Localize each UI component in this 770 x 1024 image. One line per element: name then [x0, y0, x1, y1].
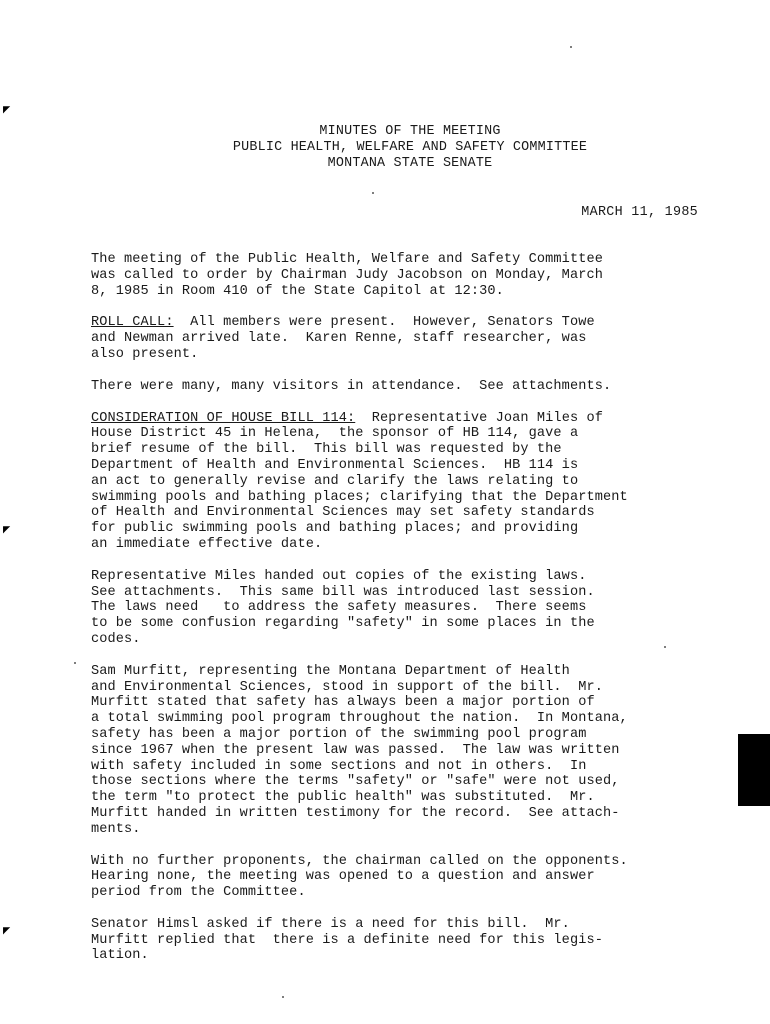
opening-paragraph: The meeting of the Public Health, Welfare and Safety Committee was called to order by Chairman Judy Jacobson on Monday, March 8, 1985 in Room 410 of the State Capitol at 12:30. — [91, 252, 603, 299]
header-title: MINUTES OF THE MEETING — [319, 124, 501, 139]
murfitt-paragraph: Sam Murfitt, representing the Montana Department of Health and Environmental Sciences, stood in support of the bill. Mr. Murfitt stated that safety has always been a major portion of a total swimming pool program throughout the nation. In Montana, safety has been a major portion of the swimming pool program since 1967 when the present law was passed. The law was written with safety included in some sections and not in others. In those sections where the terms "safety" or "safe" were not used, the term "to protect the public health" was substituted. Mr. Murfitt handed in written testimony for the record. See attach- ments. — [91, 663, 628, 837]
opponents-paragraph: With no further proponents, the chairman called on the opponents. Hearing none, the meeting was opened to a question and answer period from the Committee. — [91, 853, 628, 901]
roll-call-paragraph — [91, 315, 731, 362]
header-committee: PUBLIC HEALTH, WELFARE AND SAFETY COMMITTEE — [232, 140, 588, 155]
document-header — [0, 124, 770, 172]
consideration-text: Representative Joan Miles of House District 45 in Helena, the sponsor of HB 114, gave a brief resume of the bill. This bill was requested by the Department of Health and Environmental Sciences. HB 114 is an act to generally revise and clarify the laws relating to swimming pools and bathing places; clarifying that the Department of Health and Environmental Sciences may set safety standards for public swimming pools and bathing places; and providing an immediate effective date. — [91, 410, 628, 552]
roll-call-heading: ROLL CALL: — [91, 315, 174, 331]
roll-call-text: All members were present. However, Senators Towe and Newman arrived late. Karen Renne, staff researcher, was also present. — [91, 315, 595, 362]
miles-paragraph: Representative Miles handed out copies of the existing laws. See attachments. This same bill was introduced last session. The laws need to address the safety measures. There seems to be some confusion regarding "safety" in some places in the codes. — [91, 568, 595, 647]
margin-mark: ◤ — [3, 924, 11, 938]
scan-speck — [570, 46, 572, 48]
margin-mark: ◤ — [3, 103, 11, 117]
document-body — [91, 252, 731, 980]
consideration-paragraph — [91, 411, 731, 553]
visitors-paragraph: There were many, many visitors in attendance. See attachments. — [91, 378, 612, 394]
scan-edge-block — [738, 734, 770, 806]
himsl-paragraph: Senator Himsl asked if there is a need for this bill. Mr. Murfitt replied that there is a definite need for this legis- lation. — [91, 916, 603, 964]
meeting-date: MARCH 11, 1985 — [581, 205, 698, 220]
scan-speck — [372, 192, 374, 194]
margin-mark: ◤ — [3, 523, 11, 537]
consideration-heading: CONSIDERATION OF HOUSE BILL 114: — [91, 410, 356, 426]
header-senate: MONTANA STATE SENATE — [327, 156, 493, 171]
scan-speck — [282, 996, 284, 998]
scan-speck — [74, 662, 76, 664]
